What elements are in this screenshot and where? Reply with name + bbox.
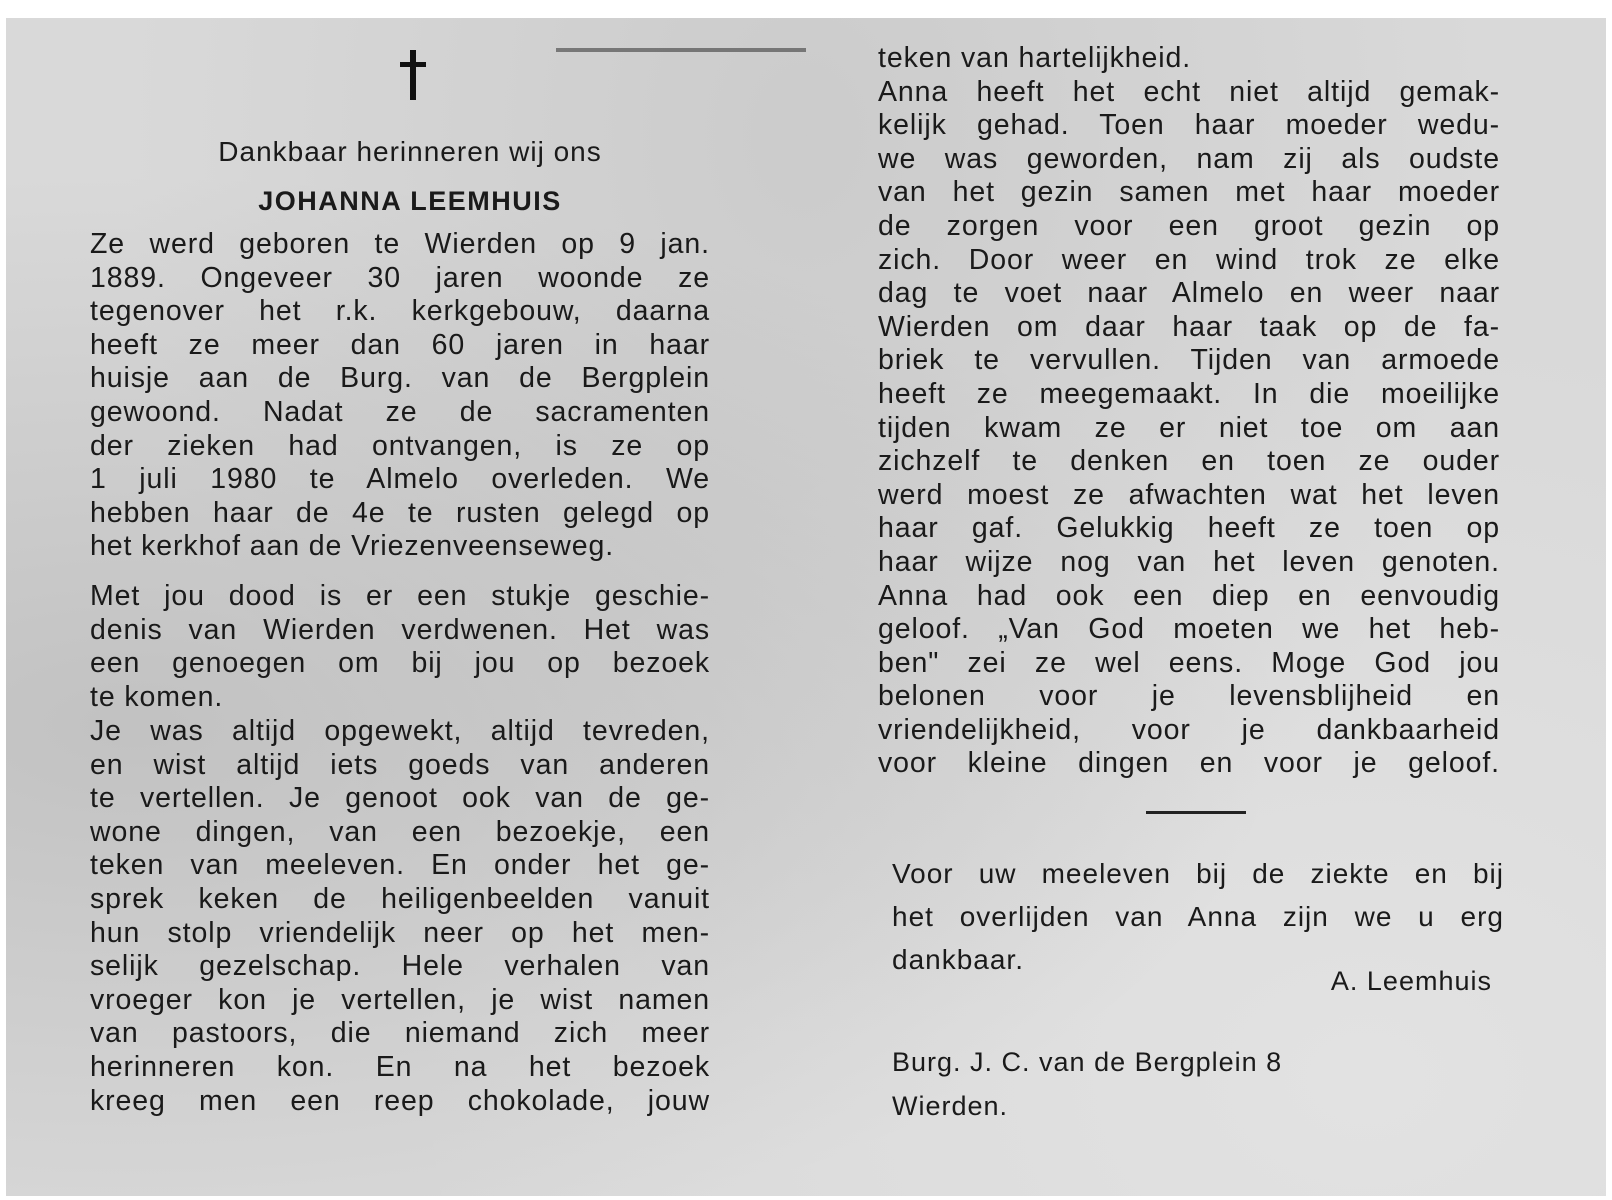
right-column — [878, 18, 1548, 1196]
paragraph-biography — [90, 228, 710, 564]
text-line: tegenover het r.k. kerkgebouw, daarna — [90, 295, 710, 328]
text-line: dag te voet naar Almelo en weer naar — [878, 277, 1500, 310]
text-line: briek te vervullen. Tijden van armoede — [878, 344, 1500, 377]
text-line: hebben haar de 4e te rusten gelegd op — [90, 496, 710, 529]
text-line: 1889. Ongeveer 30 jaren woonde ze — [90, 261, 710, 294]
text-line: Met jou dood is er een stukje geschie- — [90, 580, 710, 612]
text-line: van het gezin samen met haar moeder — [878, 176, 1500, 209]
text-line: en wist altijd iets goeds van anderen — [90, 748, 710, 781]
text-line: kreeg men een reep chokolade, jouw — [90, 1084, 710, 1117]
address — [892, 1040, 1282, 1128]
divider — [1146, 811, 1246, 814]
text-line: gewoond. Nadat ze de sacramenten — [90, 395, 710, 428]
left-column — [90, 18, 730, 1196]
text-line: haar wijze nog van het leven genoten. — [878, 545, 1500, 578]
text-line: selijk gezelschap. Hele verhalen van — [90, 950, 710, 983]
text-line: het kerkhof aan de Vriezenveenseweg. — [90, 530, 615, 563]
text-line: te komen. — [90, 680, 224, 713]
text-line: sprek keken de heiligenbeelden vanuit — [90, 882, 710, 915]
text-line: hun stolp vriendelijk neer op het men- — [90, 916, 710, 949]
memorial-card — [6, 18, 1606, 1196]
text-line: van pastoors, die niemand zich meer — [90, 1017, 710, 1050]
text-line: tijden kwam ze er niet toe om aan — [878, 411, 1500, 444]
cross-icon — [400, 50, 426, 100]
text-line: Wierden om daar haar taak op de fa- — [878, 310, 1500, 343]
paragraph-life-story — [878, 42, 1500, 781]
paragraph-history — [90, 580, 710, 714]
intro-line: Dankbaar herinneren wij ons — [218, 136, 602, 167]
text-line: Anna had ook een diep en eenvoudig — [878, 579, 1500, 612]
text-line: werd moest ze afwachten wat het leven — [878, 478, 1500, 511]
text-line: herinneren kon. En na het bezoek — [90, 1050, 710, 1083]
text-line: 1 juli 1980 te Almelo overleden. We — [90, 463, 710, 496]
text-line: Voor uw meeleven bij de ziekte en bij — [892, 858, 1504, 889]
text-line: ben" zei ze wel eens. Moge God jou — [878, 646, 1500, 679]
text-line: wone dingen, van een bezoekje, een — [90, 815, 710, 848]
text-line: zich. Door weer en wind trok ze elke — [878, 243, 1500, 276]
text-line: dankbaar. — [892, 944, 1024, 975]
text-line: heeft ze meegemaakt. In die moeilijke — [878, 377, 1500, 410]
text-line: vroeger kon je vertellen, je wist namen — [90, 983, 710, 1016]
text-line: vriendelijkheid, voor je dankbaarheid — [878, 713, 1500, 746]
text-line: huisje aan de Burg. van de Bergplein — [90, 362, 710, 395]
address-city: Wierden. — [892, 1091, 1009, 1121]
closing-thanks — [892, 852, 1504, 981]
address-street: Burg. J. C. van de Bergplein 8 — [892, 1047, 1283, 1077]
text-line: een genoegen om bij jou op bezoek — [90, 647, 710, 680]
text-line: belonen voor je levensblijheid en — [878, 680, 1500, 713]
text-line: Je was altijd opgewekt, altijd tevreden, — [90, 715, 710, 747]
text-line: voor kleine dingen en voor je geloof. — [878, 747, 1500, 780]
deceased-name: JOHANNA LEEMHUIS — [258, 186, 562, 216]
text-line: Anna heeft het echt niet altijd gemak- — [878, 75, 1500, 108]
text-line: het overlijden van Anna zijn we u erg — [892, 901, 1504, 932]
text-line: we was geworden, nam zij als oudste — [878, 142, 1500, 175]
paragraph-memories — [90, 715, 710, 1118]
text-line: de zorgen voor een groot gezin op — [878, 209, 1500, 242]
text-line: heeft ze meer dan 60 jaren in haar — [90, 328, 710, 361]
text-line: te vertellen. Je genoot ook van de ge- — [90, 782, 710, 815]
text-line: zichzelf te denken en toen ze ouder — [878, 445, 1500, 478]
text-line: kelijk gehad. Toen haar moeder wedu- — [878, 109, 1500, 142]
text-line: teken van hartelijkheid. — [878, 42, 1192, 74]
signature: A. Leemhuis — [1330, 966, 1492, 996]
text-line: haar gaf. Gelukkig heeft ze toen op — [878, 512, 1500, 545]
text-line: geloof. „Van God moeten we het heb- — [878, 613, 1500, 646]
text-line: Ze werd geboren te Wierden op 9 jan. — [90, 228, 710, 260]
text-line: teken van meeleven. En onder het ge- — [90, 849, 710, 882]
text-line: der zieken had ontvangen, is ze op — [90, 429, 710, 462]
text-line: denis van Wierden verdwenen. Het was — [90, 613, 710, 646]
